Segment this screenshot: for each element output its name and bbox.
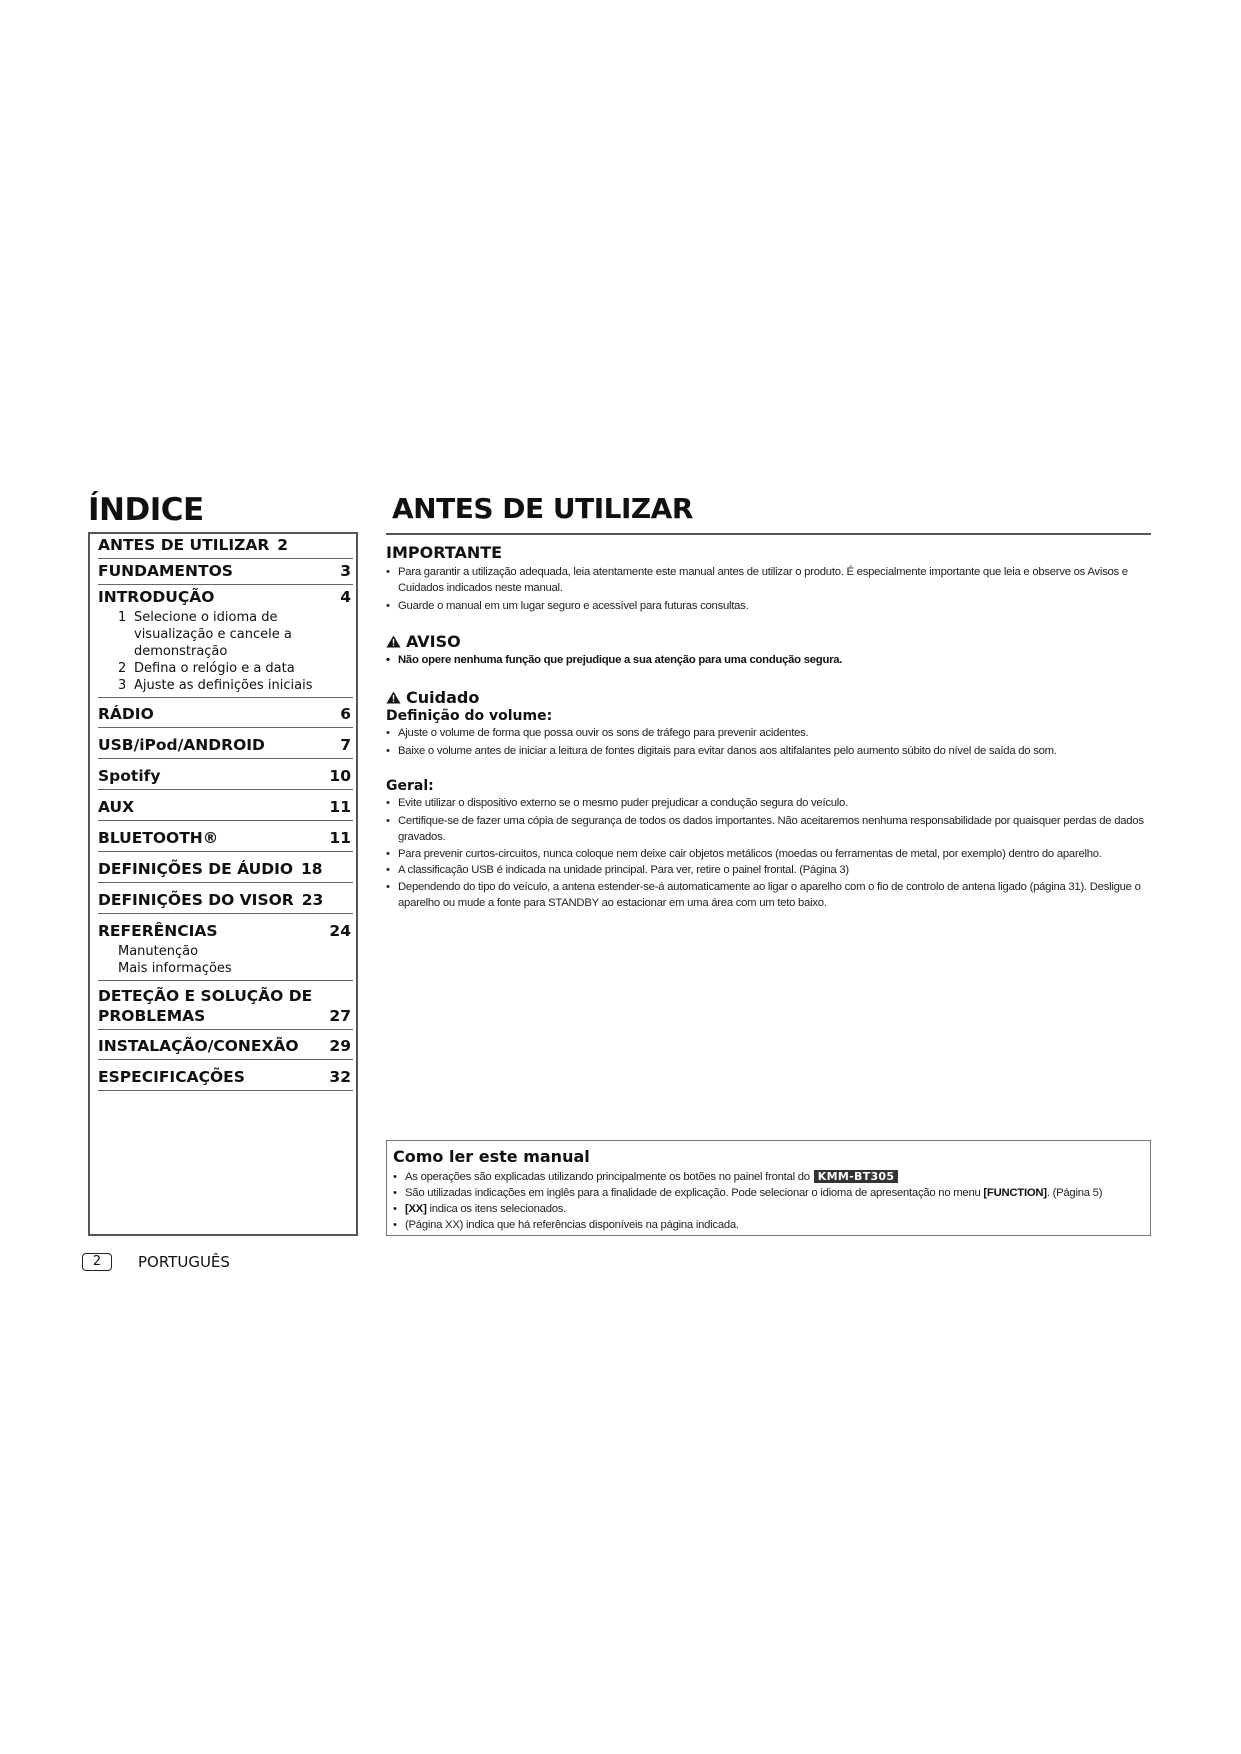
- cuidado-section: [386, 688, 1146, 911]
- index-entry[interactable]: [98, 698, 353, 728]
- index-box: [88, 532, 358, 1236]
- index-entry[interactable]: [98, 790, 353, 821]
- bullet-item: • Ajuste o volume de forma que possa ouvir os sons de tráfego para prevenir acidentes.: [386, 725, 1146, 741]
- cuidado-heading: [386, 688, 1146, 708]
- language-label: PORTUGUÊS: [138, 1253, 230, 1271]
- bullet-text: Não opere nenhuma função que prejudique a sua atenção para uma condução segura.: [398, 654, 843, 666]
- index-entry-page: 24: [329, 922, 351, 940]
- index-entry-page: 32: [329, 1068, 351, 1086]
- index-subitem[interactable]: [118, 660, 353, 677]
- index-entry[interactable]: [98, 1030, 353, 1060]
- index-subitem[interactable]: [118, 960, 353, 977]
- index-entry-label: Spotify: [98, 767, 161, 785]
- index-entry-page: 18: [301, 860, 323, 878]
- bullet-item: • Guarde o manual em um lugar seguro e acessível para futuras consultas.: [386, 598, 1146, 614]
- bullet-text: Baixe o volume antes de iniciar a leitura de fontes digitais para evitar danos aos altifalantes pelo aumento súbito do nível de saída do som.: [398, 745, 1057, 757]
- index-entry[interactable]: [98, 759, 353, 790]
- index-entry[interactable]: [98, 852, 353, 883]
- index-entry-label: REFERÊNCIAS: [98, 922, 218, 940]
- index-subitem-label: Manutenção: [118, 944, 199, 959]
- index-entry-page: 4: [340, 588, 351, 606]
- warning-icon: [386, 635, 401, 648]
- index-entry-label: ESPECIFICAÇÕES: [98, 1068, 245, 1086]
- title-divider: [386, 533, 1151, 535]
- index-entry-label: DETEÇÃO E SOLUÇÃO DE: [98, 987, 313, 1005]
- bullet-item: • Para garantir a utilização adequada, leia atentamente este manual antes de utilizar o produto. É especialmente importante que leia e observe os Avisos e Cuidados indicados neste manual.: [386, 564, 1146, 596]
- how-to-read-heading: Como ler este manual: [393, 1147, 590, 1166]
- index-entry-label: DEFINIÇÕES DE ÁUDIO: [98, 860, 294, 878]
- index-subitem-label: Selecione o idioma de visualização e cancele a demonstração: [134, 610, 292, 659]
- index-title: ÍNDICE: [88, 492, 204, 528]
- index-subitems: [118, 609, 353, 694]
- index-entry[interactable]: [98, 914, 353, 981]
- index-entry-page: 29: [329, 1037, 351, 1055]
- bullet-text: (Página XX) indica que há referências disponíveis na página indicada.: [405, 1219, 739, 1231]
- index-entry-page: 23: [301, 891, 324, 909]
- bullet-item: • Baixe o volume antes de iniciar a leitura de fontes digitais para evitar danos aos altifalantes pelo aumento súbito do nível de saída do som.: [386, 743, 1146, 759]
- index-entry-page: 11: [329, 798, 351, 816]
- bullet-text: Ajuste o volume de forma que possa ouvir os sons de tráfego para prevenir acidentes.: [398, 727, 809, 739]
- index-entry-page: 11: [329, 829, 351, 847]
- page-title: ANTES DE UTILIZAR: [392, 492, 693, 525]
- bullet-text: Certifique-se de fazer uma cópia de segurança de todos os dados importantes. Não aceitaremos nenhuma responsabilidade por quaisquer perdas de dados gravados.: [398, 815, 1144, 843]
- index-subitems: [118, 943, 353, 977]
- aviso-heading: [386, 632, 1146, 652]
- importante-section: [386, 543, 1146, 614]
- bullet-item: • (Página XX) indica que há referências disponíveis na página indicada.: [393, 1217, 1142, 1233]
- index-entry-label: USB/iPod/ANDROID: [98, 736, 265, 754]
- index-entry-label: INTRODUÇÃO: [98, 588, 215, 606]
- bullet-text: Guarde o manual em um lugar seguro e acessível para futuras consultas.: [398, 600, 749, 612]
- index-entry[interactable]: [98, 534, 353, 559]
- bullet-item: • Certifique-se de fazer uma cópia de segurança de todos os dados importantes. Não aceitaremos nenhuma responsabilidade por quaisquer perdas de dados gravados.: [386, 813, 1146, 845]
- importante-heading: IMPORTANTE: [386, 543, 503, 562]
- selected-item-code: [XX]: [405, 1203, 427, 1215]
- index-entry-label: DEFINIÇÕES DO VISOR: [98, 891, 294, 909]
- index-entry-page: 10: [329, 767, 351, 785]
- index-entry-page: 27: [329, 1007, 351, 1025]
- index-entry-label: FUNDAMENTOS: [98, 562, 233, 580]
- index-subitem-label: Ajuste as definições iniciais: [134, 678, 313, 693]
- index-subitem-label: Mais informações: [118, 961, 232, 976]
- model-badge: KMM-BT305: [814, 1170, 899, 1183]
- index-subitem-label: Defina o relógio e a data: [134, 661, 295, 676]
- bullet-item: • A classificação USB é indicada na unidade principal. Para ver, retire o painel frontal. (Página 3): [386, 862, 1146, 878]
- bullet-item: • [XX] indica os itens selecionados.: [393, 1203, 567, 1215]
- index-entry-page: 2: [277, 536, 289, 554]
- warning-icon: [386, 691, 401, 704]
- bullet-text: A classificação USB é indicada na unidade principal. Para ver, retire o painel frontal. (Página 3): [398, 864, 849, 876]
- index-entry[interactable]: [98, 585, 353, 698]
- bullet-text: São utilizadas indicações em inglês para a finalidade de explicação. Pode selecionar o idioma de apresentação no menu: [405, 1187, 981, 1199]
- index-subitem-number: 3: [118, 678, 127, 693]
- bullet-text: Dependendo do tipo do veículo, a antena estender-se-á automaticamente ao ligar o aparelho com o fio de controlo de antena ligado (página 31). Desligue o aparelho ou mude a fonte para STANDBY ao estacionar em uma área com um teto baixo.: [398, 881, 1141, 909]
- index-subitem-number: 2: [118, 661, 127, 676]
- index-entry[interactable]: [98, 1060, 353, 1091]
- index-subitem[interactable]: [118, 677, 353, 694]
- index-subitem-number: 1: [118, 610, 127, 625]
- index-entry[interactable]: [98, 728, 353, 759]
- bullet-item: • Dependendo do tipo do veículo, a antena estender-se-á automaticamente ao ligar o aparelho com o fio de controlo de antena ligado (página 31). Desligue o aparelho ou mude a fonte para STANDBY ao estacionar em uma área com um teto baixo.: [386, 879, 1146, 911]
- bullet-text: indica os itens selecionados.: [429, 1203, 567, 1215]
- bullet-text: Para prevenir curtos-circuitos, nunca coloque nem deixe cair objetos metálicos (moedas ou ferramentas de metal, por exemplo) dentro do aparelho.: [398, 848, 1102, 860]
- index-entry-page: 6: [340, 705, 351, 723]
- how-to-read-box: [386, 1140, 1151, 1236]
- index-entry-page: 7: [340, 736, 351, 754]
- index-entry-label-line2: PROBLEMAS: [98, 1007, 206, 1025]
- index-entry-label: AUX: [98, 798, 135, 816]
- aviso-section: [386, 632, 1146, 668]
- bullet-item: • As operações são explicadas utilizando principalmente os botões no painel frontal do KMM-BT305: [393, 1169, 1142, 1185]
- index-entry[interactable]: [98, 821, 353, 852]
- volume-subheading: Definição do volume:: [386, 708, 553, 724]
- bullet-text: Evite utilizar o dispositivo externo se o mesmo puder prejudicar a condução segura do veículo.: [398, 797, 848, 809]
- index-entry-label: RÁDIO: [98, 705, 154, 723]
- cuidado-heading-text: Cuidado: [406, 688, 480, 707]
- index-entry[interactable]: [98, 883, 353, 914]
- bullet-item: • Evite utilizar o dispositivo externo se o mesmo puder prejudicar a condução segura do veículo.: [386, 795, 1146, 811]
- index-list: [98, 534, 353, 1091]
- index-entry-label: INSTALAÇÃO/CONEXÃO: [98, 1037, 299, 1055]
- aviso-heading-text: AVISO: [406, 632, 461, 651]
- bullet-item: • São utilizadas indicações em inglês para a finalidade de explicação. Pode selecionar o idioma de apresentação no menu [FUNCTION]. (Página 5): [393, 1187, 1103, 1199]
- bullet-text-tail: . (Página 5): [1046, 1187, 1103, 1199]
- index-entry-label: BLUETOOTH®: [98, 829, 219, 847]
- page-number-box: 2: [82, 1253, 112, 1271]
- index-entry-page: 3: [340, 562, 351, 580]
- bullet-text: Para garantir a utilização adequada, leia atentamente este manual antes de utilizar o produto. É especialmente importante que leia e observe os Avisos e Cuidados indicados neste manual.: [398, 566, 1128, 594]
- function-menu-label: [FUNCTION]: [983, 1187, 1047, 1199]
- bullet-text: As operações são explicadas utilizando principalmente os botões no painel frontal do: [405, 1171, 810, 1183]
- index-subitem[interactable]: [118, 609, 353, 660]
- bullet-item: • Para prevenir curtos-circuitos, nunca coloque nem deixe cair objetos metálicos (moedas ou ferramentas de metal, por exemplo) dentro do aparelho.: [386, 846, 1146, 862]
- index-entry[interactable]: [98, 559, 353, 585]
- geral-subheading: Geral:: [386, 778, 434, 794]
- index-entry[interactable]: [98, 981, 353, 1030]
- index-subitem[interactable]: [118, 943, 353, 960]
- bullet-item: • Não opere nenhuma função que prejudique a sua atenção para uma condução segura.: [386, 652, 1146, 668]
- index-entry-label: ANTES DE UTILIZAR: [98, 536, 270, 554]
